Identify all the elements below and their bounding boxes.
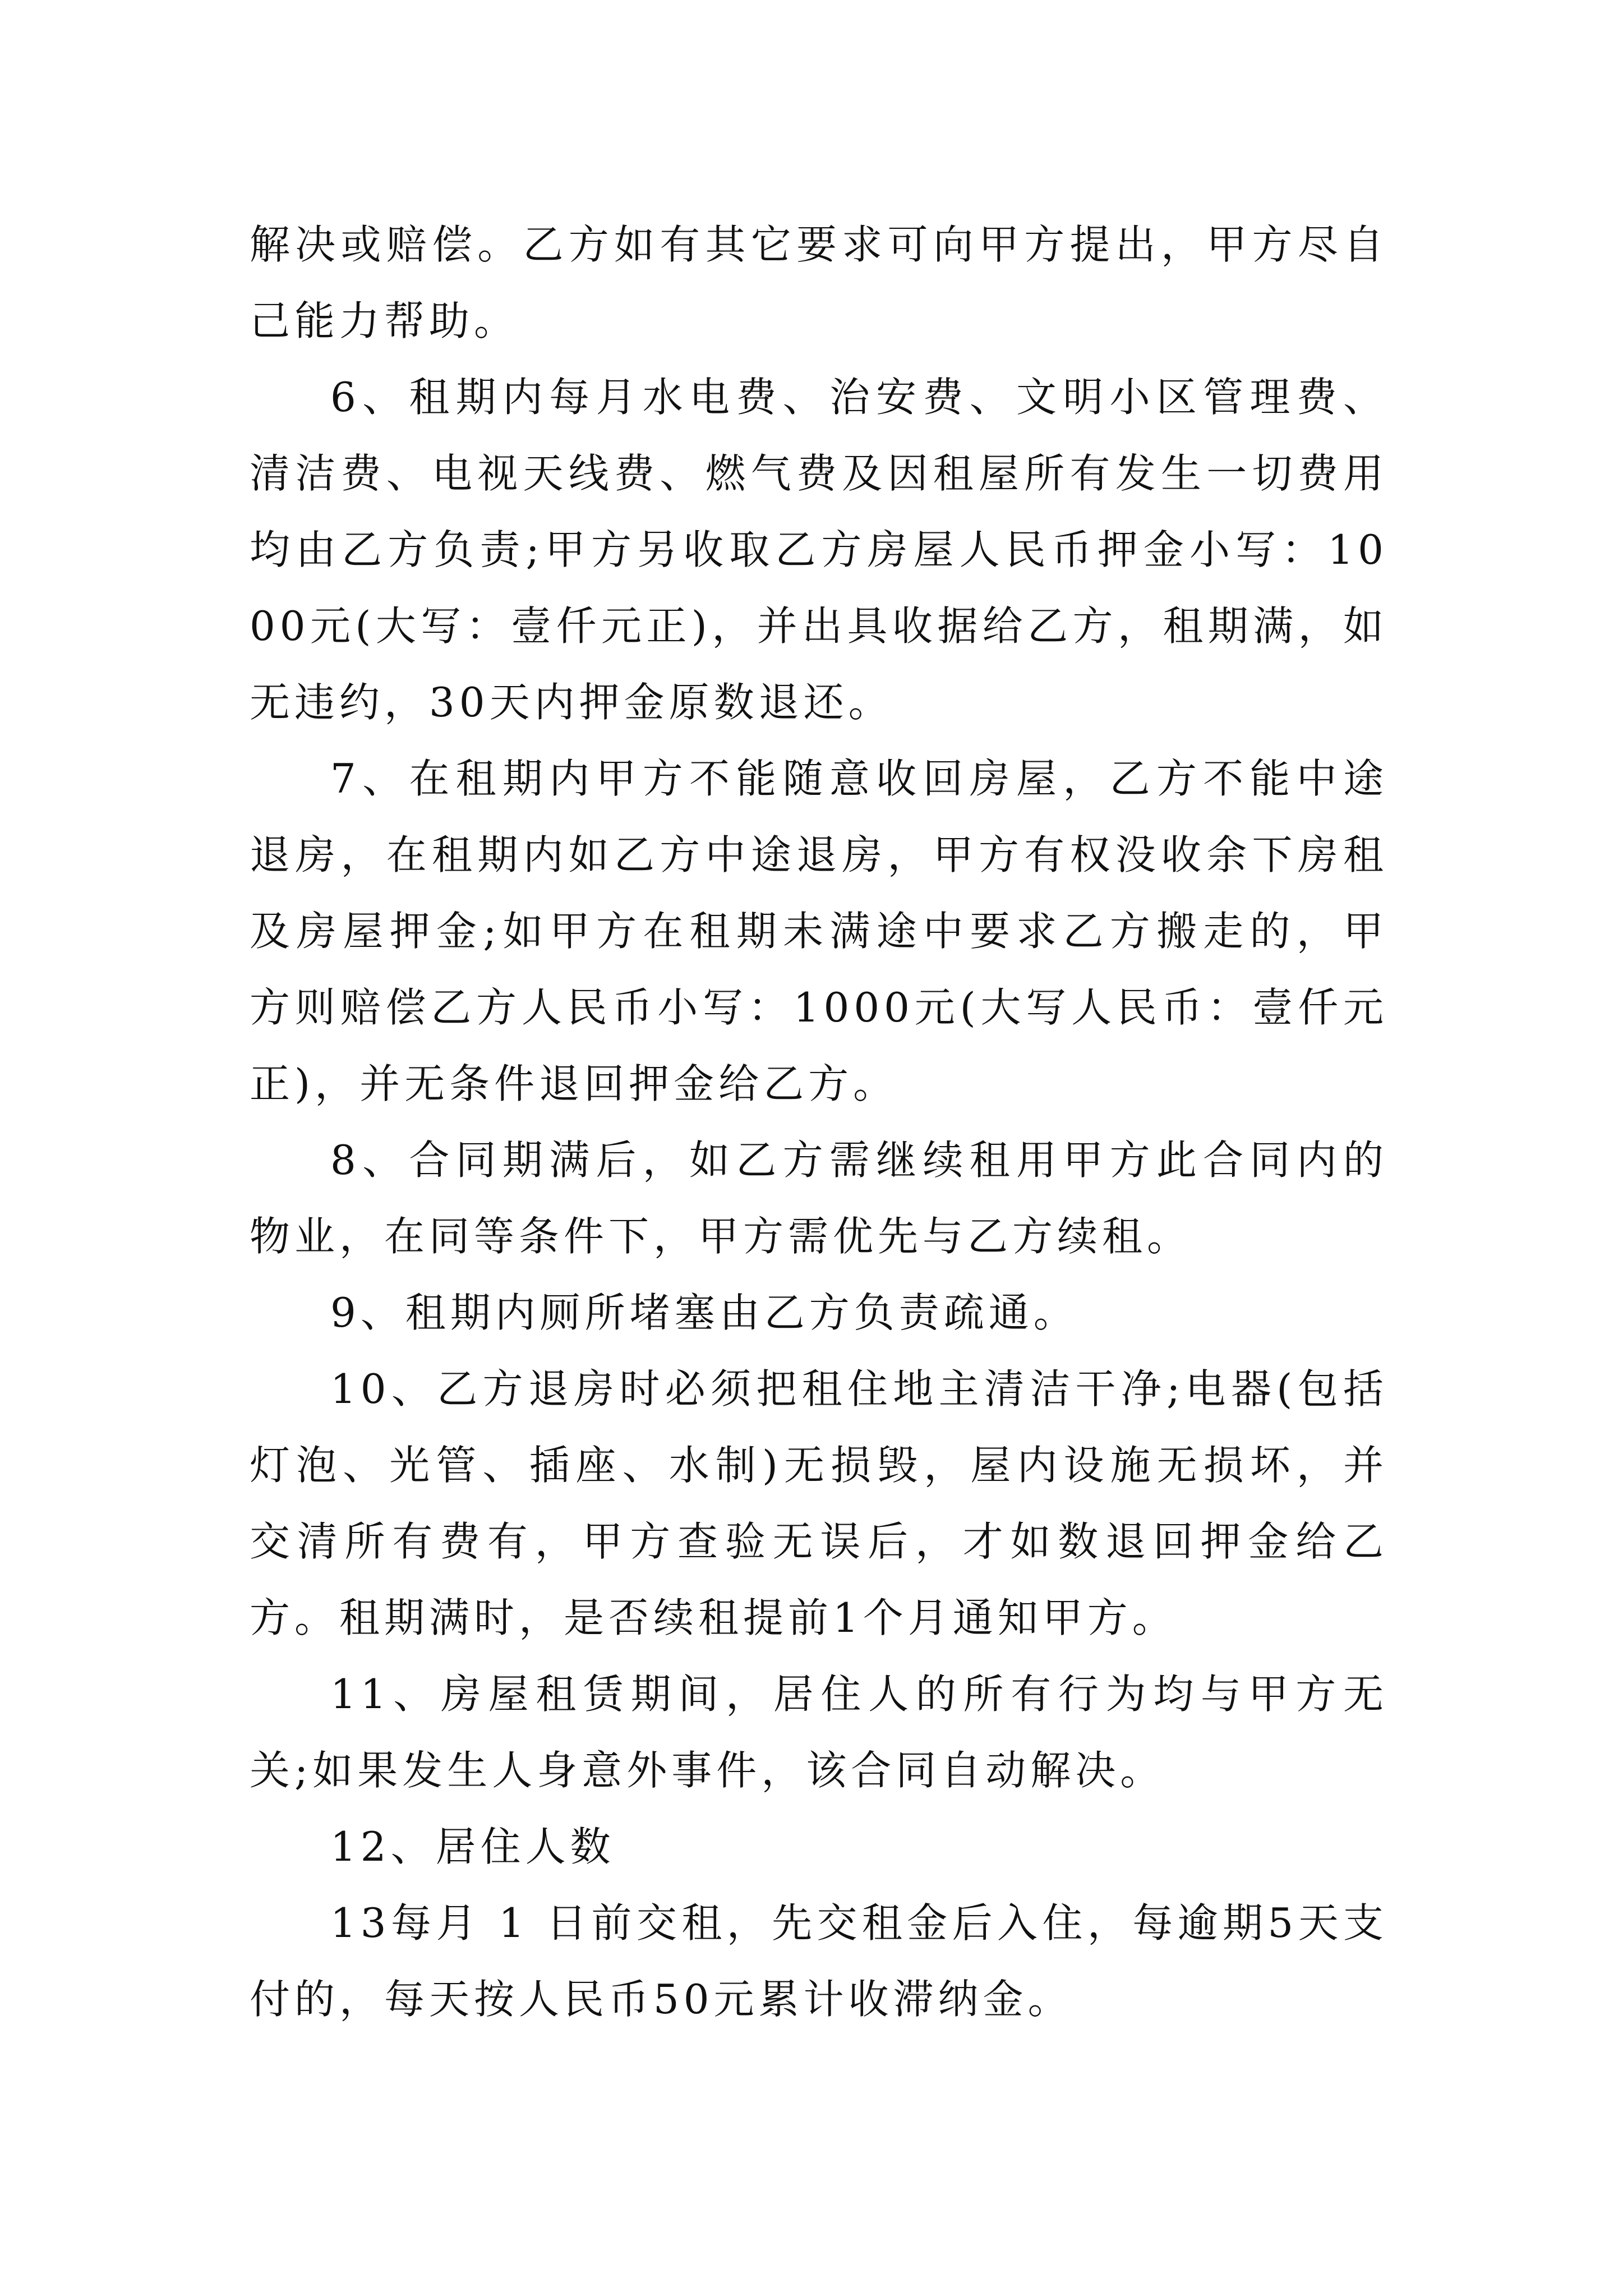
paragraph-continuation: 解决或赔偿。乙方如有其它要求可向甲方提出，甲方尽自己能力帮助。 — [250, 221, 1388, 344]
paragraph-clause-6: 6、租期内每月水电费、治安费、文明小区管理费、清洁费、电视天线费、燃气费及因租屋所有发生一切费用均由乙方负责;甲方另收取乙方房屋人民币押金小写：1000元(大写：壹仟元正)，并出具收据给乙方，租期满，如无违约，30天内押金原数退还。 — [250, 374, 1388, 726]
paragraph-clause-9: 9、租期内厕所堵塞由乙方负责疏通。 — [330, 1289, 1078, 1336]
paragraph-clause-7: 7、在租期内甲方不能随意收回房屋，乙方不能中途退房，在租期内如乙方中途退房，甲方有权没收余下房租及房屋押金;如甲方在租期未满途中要求乙方搬走的，甲方则赔偿乙方人民币小写：1000元(大写人民币：壹仟元正)，并无条件退回押金给乙方。 — [250, 755, 1388, 1107]
paragraph-clause-12: 12、居住人数 — [330, 1823, 615, 1870]
paragraph-clause-11: 11、房屋租赁期间，居住人的所有行为均与甲方无关;如果发生人身意外事件，该合同自动解决。 — [250, 1671, 1388, 1794]
paragraph-clause-10: 10、乙方退房时必须把租住地主清洁干净;电器(包括灯泡、光管、插座、水制)无损毁，屋内设施无损坏，并交清所有费有，甲方查验无误后，才如数退回押金给乙方。租期满时，是否续租提前1个月通知甲方。 — [250, 1365, 1388, 1641]
paragraph-clause-13: 13每月 1 日前交租，先交租金后入住，每逾期5天支付的，每天按人民币50元累计收滞纳金。 — [250, 1899, 1388, 2023]
paragraph-clause-8: 8、合同期满后，如乙方需继续租用甲方此合同内的物业，在同等条件下，甲方需优先与乙方续租。 — [250, 1137, 1388, 1260]
